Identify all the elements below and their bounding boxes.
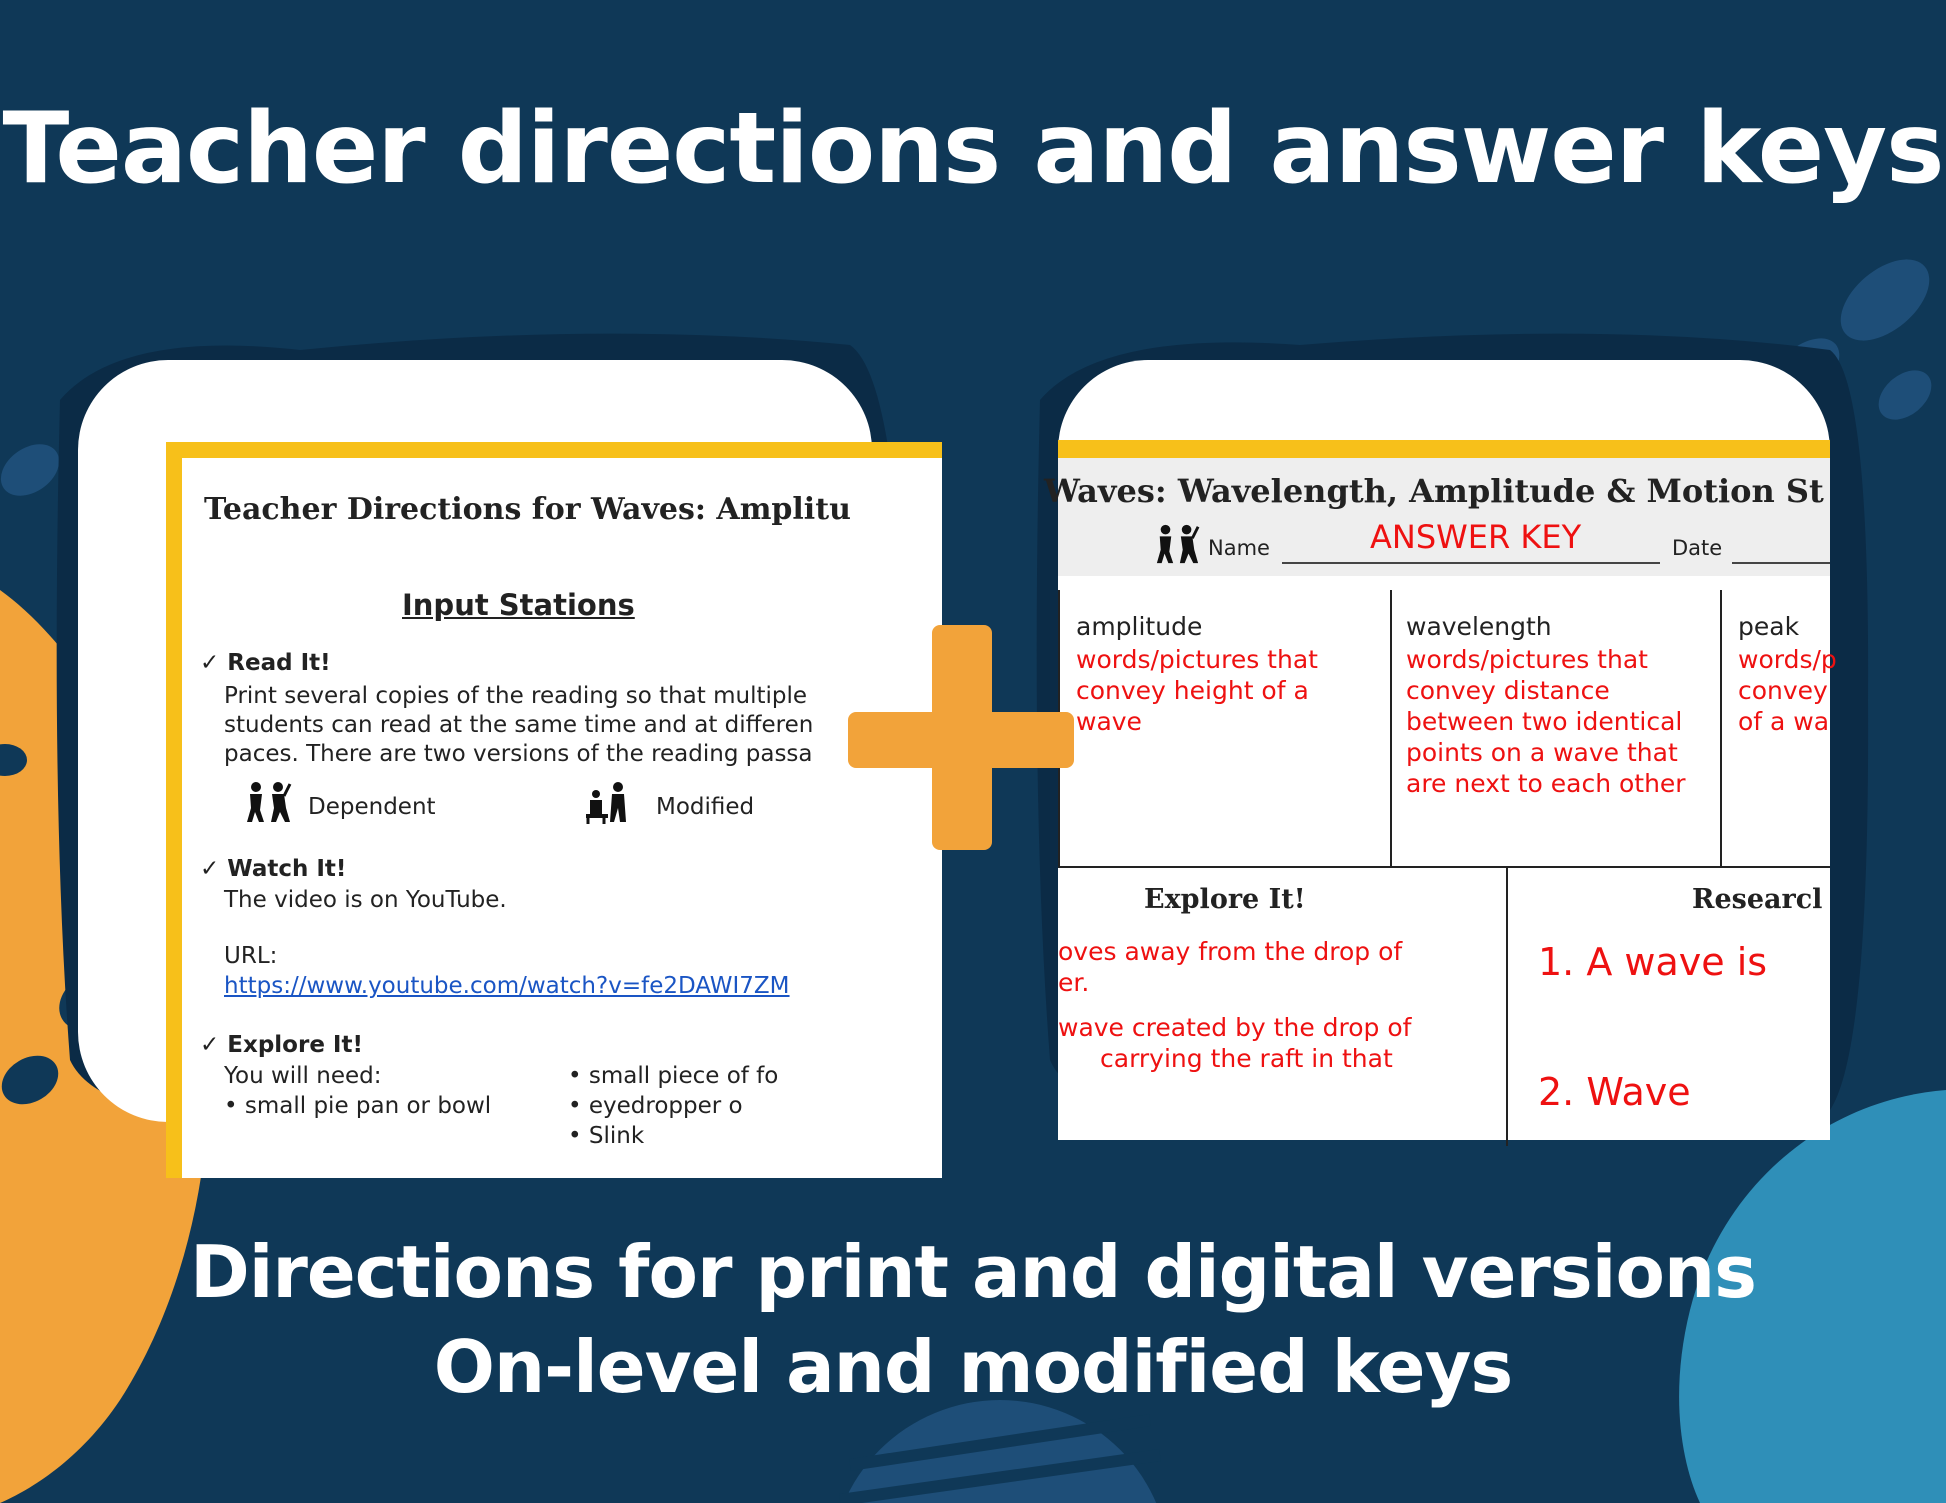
grid-line	[1720, 590, 1722, 866]
doc-title: Teacher Directions for Waves: Amplitu	[204, 492, 851, 527]
answer-key-document	[1044, 440, 1837, 1140]
vocab-answer: are next to each other	[1406, 769, 1686, 798]
vocab-answer: words/pictures that	[1406, 645, 1648, 674]
grid-line	[1058, 866, 1830, 868]
read-it-line: students can read at the same time and at differen	[224, 712, 814, 738]
grid-line	[1390, 590, 1392, 866]
date-line	[1732, 562, 1830, 564]
explore-it-title: Explore It!	[1144, 884, 1306, 915]
blue-dot	[1826, 244, 1944, 357]
research-answer: 2. Wave	[1538, 1070, 1691, 1114]
doc-title: Waves: Wavelength, Amplitude & Motion St	[1044, 472, 1824, 510]
students-icon	[244, 780, 292, 832]
teacher-directions-preview	[78, 360, 872, 1149]
grid-line	[1506, 866, 1508, 1146]
vocab-term: amplitude	[1076, 612, 1203, 641]
vocab-answer: words/pictures that	[1076, 645, 1318, 674]
vocab-answer: convey	[1738, 676, 1828, 705]
vocab-answer: points on a wave that	[1406, 738, 1678, 767]
doc-heading: Input Stations	[402, 588, 635, 622]
subtitle-line-2: On-level and modified keys	[433, 1325, 1513, 1409]
vocab-answer: convey height of a	[1076, 676, 1309, 705]
url-label: URL:	[224, 943, 278, 969]
vocab-answer: wave	[1076, 707, 1142, 736]
vocab-term: wavelength	[1406, 612, 1552, 641]
supply-item: • small piece of fo	[568, 1063, 779, 1089]
name-line	[1282, 562, 1660, 564]
modified-label: Modified	[656, 794, 755, 820]
explore-answer: carrying the raft in that	[1100, 1044, 1393, 1073]
striped-circle	[830, 1400, 1170, 1503]
page-title: Teacher directions and answer keys	[2, 92, 1944, 206]
vocab-answer: of a wa	[1738, 707, 1830, 736]
read-it-line: Print several copies of the reading so that multiple	[224, 683, 808, 709]
watch-it-line: The video is on YouTube.	[224, 887, 507, 913]
explore-answer: er.	[1058, 968, 1090, 997]
doc-top-band	[1058, 440, 1830, 458]
read-it-label: ✓ Read It!	[200, 650, 331, 676]
students-icon	[1154, 522, 1200, 574]
vocab-answer: convey distance	[1406, 676, 1610, 705]
youtube-link[interactable]: https://www.youtube.com/watch?v=fe2DAWI7ZM	[224, 973, 790, 999]
subtitle-line-1: Directions for print and digital versions	[189, 1230, 1757, 1314]
read-it-line: paces. There are two versions of the reading passa	[224, 741, 813, 767]
research-title: Researcl	[1692, 884, 1823, 915]
answer-key-stamp: ANSWER KEY	[1370, 518, 1582, 556]
explore-it-label: ✓ Explore It!	[200, 1032, 363, 1058]
dependent-label: Dependent	[308, 794, 436, 820]
research-answer: 1. A wave is	[1538, 940, 1768, 984]
vocab-term: peak	[1738, 612, 1800, 641]
name-label: Name	[1208, 536, 1270, 560]
watch-it-label: ✓ Watch It!	[200, 856, 347, 882]
explore-answer: oves away from the drop of	[1058, 937, 1403, 966]
plus-icon-bar	[848, 712, 1074, 768]
vocab-answer: between two identical	[1406, 707, 1683, 736]
explore-answer: wave created by the drop of	[1058, 1013, 1412, 1042]
vocab-answer: words/p	[1738, 645, 1837, 674]
answer-key-preview	[1044, 360, 1837, 1122]
teacher-student-icon	[584, 780, 632, 832]
supply-item: • small pie pan or bowl	[224, 1093, 492, 1119]
date-label: Date	[1672, 536, 1723, 560]
blue-dot	[1869, 360, 1941, 429]
supply-item: • eyedropper o	[568, 1093, 743, 1119]
supply-item: • Slink	[568, 1123, 645, 1149]
directions-document	[166, 442, 942, 1178]
need-label: You will need:	[224, 1063, 382, 1089]
